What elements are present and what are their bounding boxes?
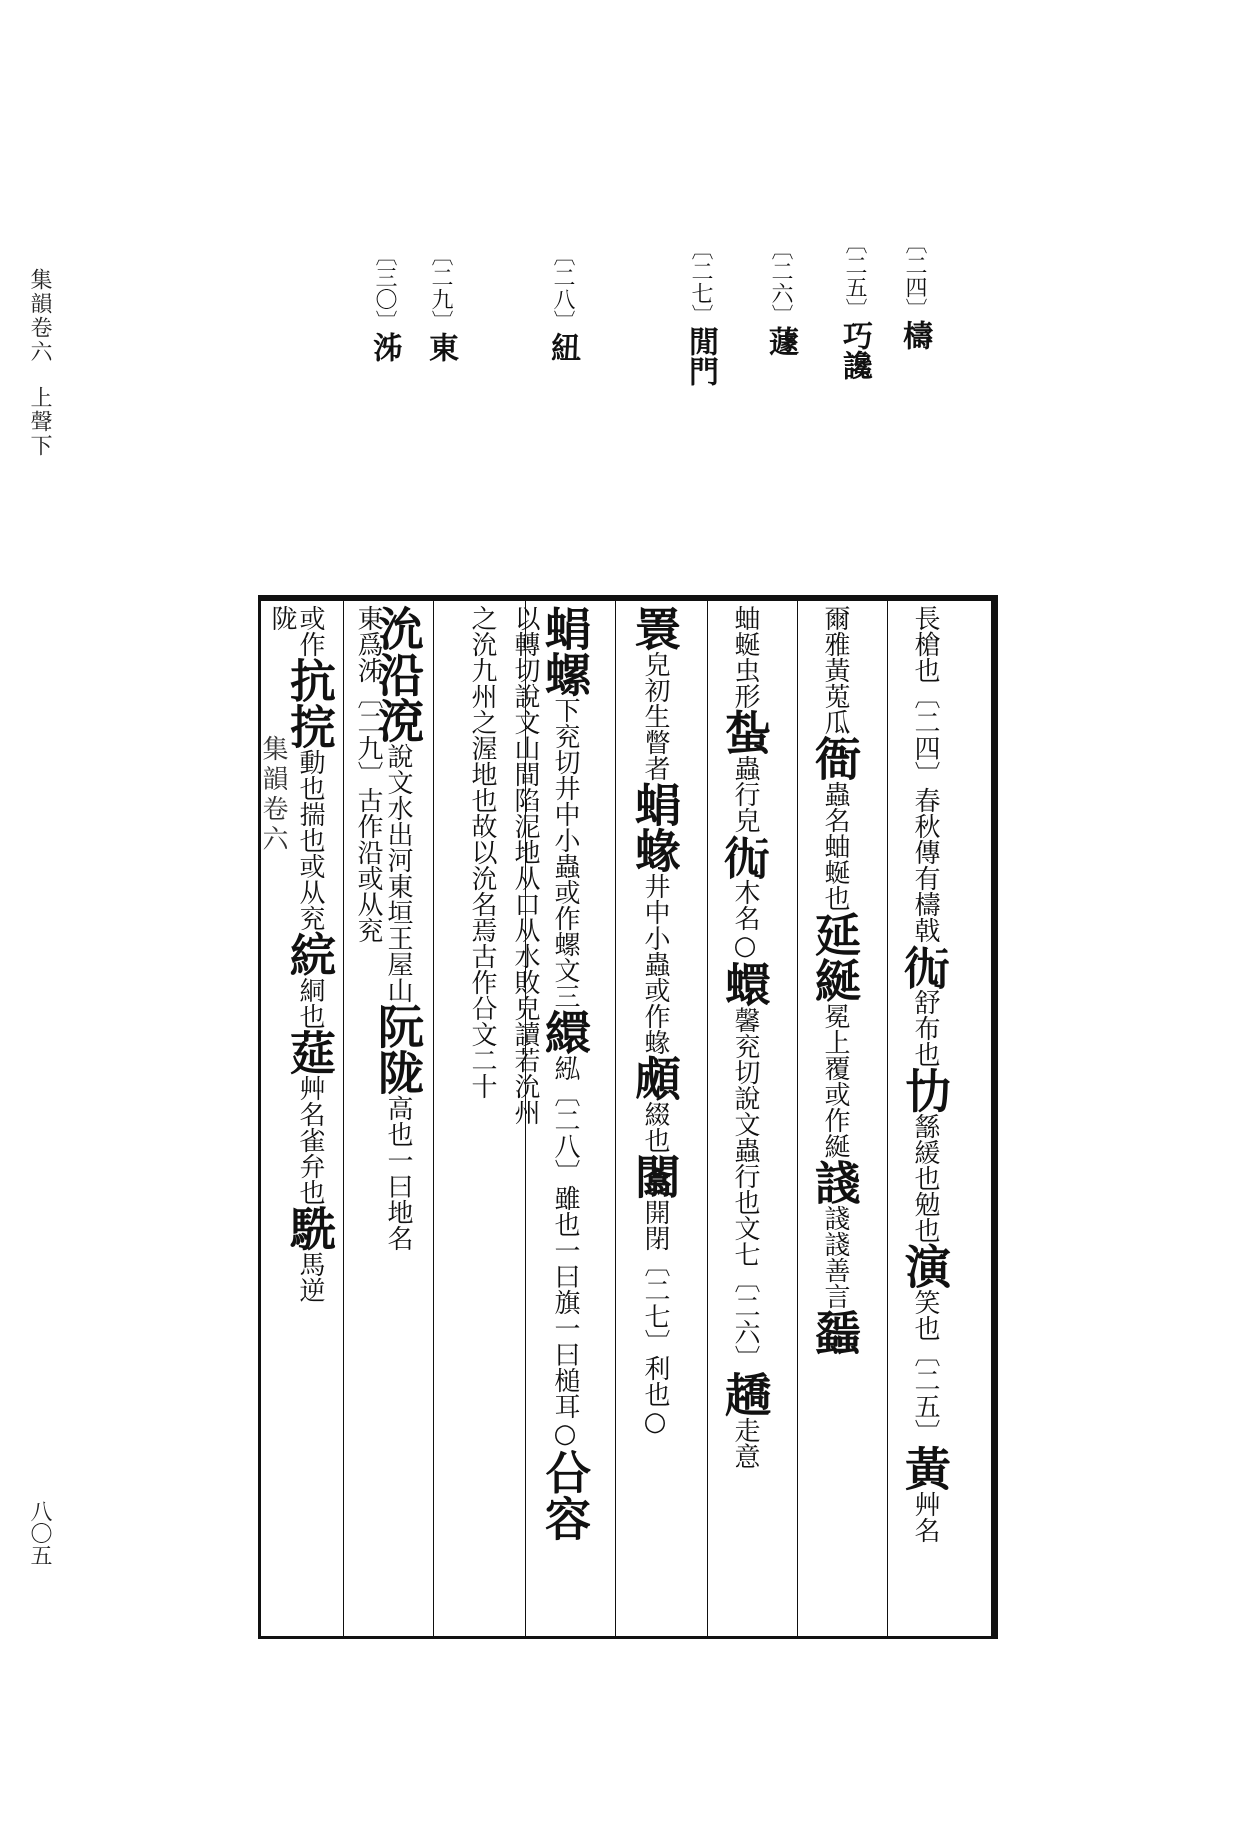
gloss-text: 木名 [730, 879, 760, 931]
note-27: 〔二七〕閒門 [683, 238, 718, 386]
text-column-4 [628, 605, 682, 1437]
headword: 瞏 [628, 605, 682, 651]
gloss-text: 舒布也 [910, 989, 940, 1067]
gloss-text: 馨兖切說文蟲行也文七 [730, 1007, 760, 1267]
gloss-text: 諓諓善言 [820, 1205, 850, 1309]
gloss-text: 利也 [640, 1355, 670, 1407]
section-title: 上聲下 [27, 386, 52, 458]
gloss-text: 蚰蜒虫形 [730, 605, 760, 709]
note-30: 〔三〇〕泲 [367, 244, 402, 362]
gloss-text: 說文水出河東垣王屋山 [383, 743, 413, 1003]
headword: 𧗝 [898, 943, 952, 989]
headword: 捖 [283, 703, 337, 749]
headword: 㕣 [538, 1449, 592, 1495]
gloss-text: 爾雅黃莵瓜 [820, 605, 850, 735]
gloss-text: ○ [640, 1407, 670, 1437]
gloss-text: 綴也 [640, 1101, 670, 1153]
headword: 蝝 [628, 827, 682, 873]
gloss-text: 冕上覆或作綖 [820, 1003, 850, 1159]
book-title: 集韻卷六 [27, 268, 52, 364]
headword: 蠉 [718, 961, 772, 1007]
gloss-text: ○ [730, 931, 760, 961]
text-column-2 [808, 605, 862, 1355]
text-column-3 [718, 605, 772, 1469]
headword: 㔹 [898, 1067, 952, 1113]
headword: 陇 [371, 1049, 425, 1095]
headword: 蚻 [718, 709, 772, 755]
note-29: 〔二九〕東 [423, 244, 458, 362]
headword: 蜎 [538, 605, 592, 651]
gloss-text: 或作 [295, 605, 325, 657]
gloss-text: 以轉切說文山間陷泥地从口从水敗皃讀若沇州 [510, 605, 540, 1125]
headword: 莚 [283, 1029, 337, 1075]
headword: 螺 [538, 651, 592, 697]
gloss-text: 蟲名蚰蜒也 [820, 781, 850, 911]
headword: 渷 [371, 697, 425, 743]
gloss-text: 馬逆 [295, 1251, 325, 1303]
gloss-text: 動也揣也或从兖 [295, 749, 325, 931]
note-26: 〔二六〕蘧 [763, 238, 798, 356]
text-column-1 [898, 605, 952, 1543]
headword: 容 [538, 1495, 592, 1541]
gloss-text: 皃初生瞥者 [640, 651, 670, 781]
gloss-text: 走意 [730, 1417, 760, 1469]
text-column-9 [348, 605, 388, 943]
headword: 演 [898, 1243, 952, 1289]
gloss-text: 〔二八〕 [550, 1081, 580, 1185]
gloss-text: 〔二六〕 [730, 1267, 760, 1371]
headword: 𧗝 [718, 833, 772, 879]
gloss-text: 〔二九〕 [353, 683, 383, 787]
gloss-text: 〔二四〕 [910, 683, 940, 787]
headword: 繯 [538, 1009, 592, 1055]
headword: 䗺 [808, 1309, 862, 1355]
gloss-text: 䌛緩也勉也 [910, 1113, 940, 1243]
headword: 蜎 [628, 781, 682, 827]
headword: 阮 [371, 1003, 425, 1049]
headword: 沿 [371, 651, 425, 697]
gloss-text: 紭 [550, 1055, 580, 1081]
gutter-label: 集韻卷六 [258, 735, 288, 855]
headword: 駪 [283, 1205, 337, 1251]
headword: 衙 [808, 735, 862, 781]
headword: 綄 [283, 931, 337, 977]
gloss-text: 〔二七〕 [640, 1251, 670, 1355]
gloss-text: 〔二五〕 [910, 1341, 940, 1445]
gloss-text: 春秋傳有檮戟 [910, 787, 940, 943]
headword: 䫆 [628, 1055, 682, 1101]
headword: 抗 [283, 657, 337, 703]
note-28: 〔二八〕紐 [545, 244, 580, 362]
text-column-5 [538, 605, 592, 1541]
gloss-text: 艸名 [910, 1491, 940, 1543]
note-24: 〔二四〕檮 [897, 232, 932, 350]
note-25: 〔二五〕巧讒 [837, 232, 872, 380]
gloss-text: 蟲行皃 [730, 755, 760, 833]
gloss-text: 艸名雀弁也 [295, 1075, 325, 1205]
gloss-text: 開閉 [640, 1199, 670, 1251]
text-column-10 [283, 605, 337, 1303]
gloss-text: 陇 [267, 605, 297, 631]
headword: 沇 [371, 605, 425, 651]
gloss-text: 東爲泲 [353, 605, 383, 683]
gloss-text: 古作沿或从兖 [353, 787, 383, 943]
headword: 黃 [898, 1445, 952, 1491]
gloss-text: 長槍也 [910, 605, 940, 683]
margin-title [24, 268, 55, 458]
gloss-text: 之沇九州之渥地也故以沇名焉古作㕣文二十 [467, 605, 497, 1099]
gloss-text: ○ [550, 1419, 580, 1449]
headword: 趫 [718, 1371, 772, 1417]
headword: 延 [808, 911, 862, 957]
gloss-text: 雖也一曰旗一曰槌耳 [550, 1185, 580, 1419]
headword: 闟 [628, 1153, 682, 1199]
gloss-text: 絧也 [295, 977, 325, 1029]
folio-number: 八〇五 [27, 1500, 52, 1566]
text-column-11 [262, 605, 302, 631]
text-column-6 [505, 605, 545, 1125]
gloss-text: 下兖切井中小蟲或作螺文三 [550, 697, 580, 1009]
gloss-text: 井中小蟲或作蝝 [640, 873, 670, 1055]
gloss-text: 高也一曰地名 [383, 1095, 413, 1251]
text-column-7 [462, 605, 502, 1099]
headword: 諓 [808, 1159, 862, 1205]
gloss-text: 笑也 [910, 1289, 940, 1341]
headword: 綖 [808, 957, 862, 1003]
